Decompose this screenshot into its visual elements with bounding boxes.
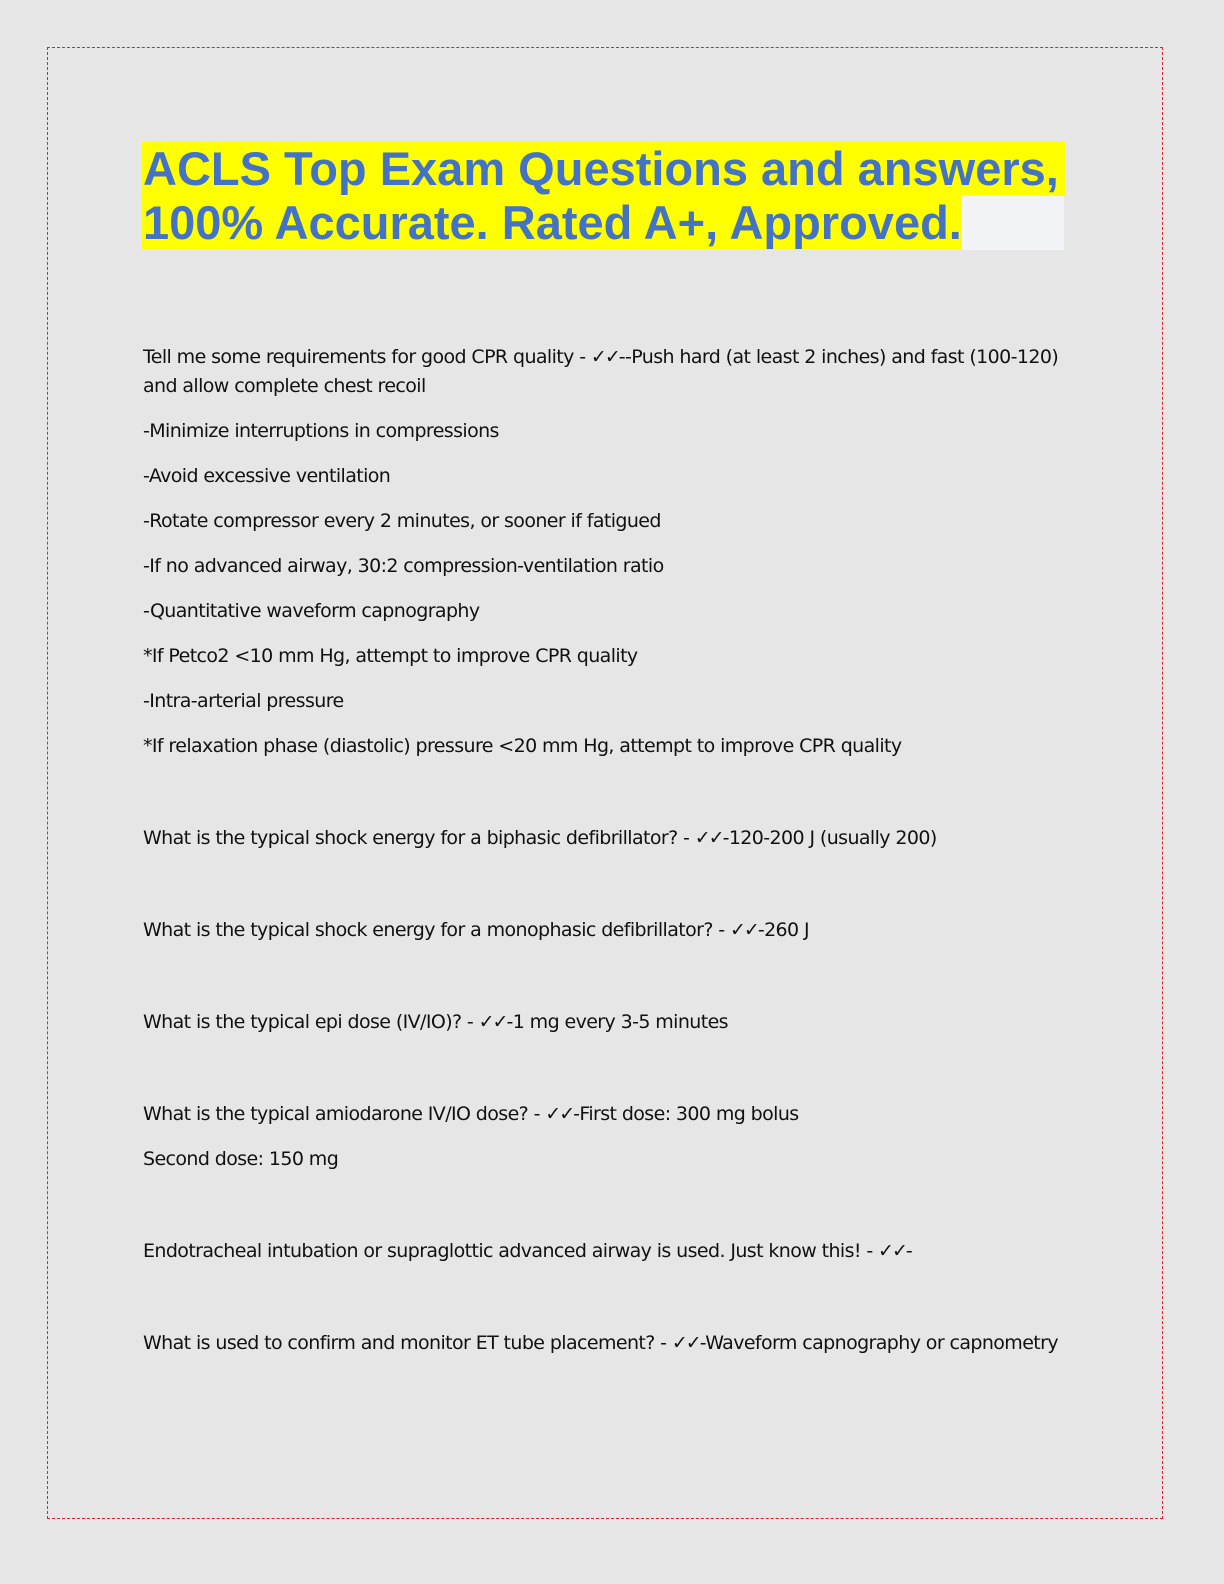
answer-extra-line: *If relaxation phase (diastolic) pressure <20 mm Hg, attempt to improve CPR quality: [143, 735, 902, 757]
title-blank-block: [962, 196, 1064, 250]
answer-text: -120-200 J (usually 200): [722, 827, 937, 849]
answer-text: -Waveform capnography or capnometry: [699, 1332, 1058, 1354]
answer-text: --Push hard (at least 2 inches) and fast (100-120) and allow complete chest recoil: [143, 346, 1059, 397]
question-text: What is the typical amiodarone IV/IO dose? -: [143, 1103, 546, 1125]
qa-item: [143, 1237, 1068, 1266]
answer-extra-line: -Rotate compressor every 2 minutes, or sooner if fatigued: [143, 510, 661, 532]
qa-item: [143, 1100, 1068, 1174]
qa-item: [143, 824, 1068, 853]
qa-list: [143, 343, 1068, 1358]
question-text: What is used to confirm and monitor ET tube placement? -: [143, 1332, 672, 1354]
question-text: Endotracheal intubation or supraglottic advanced airway is used. Just know this! -: [143, 1240, 879, 1262]
qa-item: [143, 343, 1068, 761]
question-text: What is the typical shock energy for a monophasic defibrillator? -: [143, 919, 730, 941]
qa-line: [143, 1329, 1068, 1358]
answer-extra-line: -Avoid excessive ventilation: [143, 465, 391, 487]
title-line-2: 100% Accurate. Rated A+, Approved.: [142, 196, 1077, 250]
question-text: What is the typical shock energy for a biphasic defibrillator? -: [143, 827, 695, 849]
check-icon: ✓✓: [694, 827, 723, 849]
answer-extra-line: Second dose: 150 mg: [143, 1148, 339, 1170]
answer-extra-line: -Quantitative waveform capnography: [143, 600, 480, 622]
question-text: Tell me some requirements for good CPR quality -: [143, 346, 591, 368]
qa-item: [143, 1329, 1068, 1358]
qa-line: [143, 1237, 1068, 1266]
answer-text: -First dose: 300 mg bolus: [573, 1103, 799, 1125]
answer-extra-line: -If no advanced airway, 30:2 compression-ventilation ratio: [143, 555, 664, 577]
check-icon: ✓✓: [545, 1103, 574, 1125]
answer-extra-line: -Intra-arterial pressure: [143, 690, 344, 712]
answer-text: -260 J: [757, 919, 809, 941]
qa-line: [143, 916, 1068, 945]
qa-item: [143, 916, 1068, 945]
check-icon: ✓✓: [878, 1240, 906, 1262]
check-icon: ✓✓: [729, 919, 758, 941]
qa-line: [143, 343, 1068, 401]
qa-line: [143, 1100, 1068, 1129]
answer-text: -1 mg every 3-5 minutes: [506, 1011, 728, 1033]
answer-extra-line: *If Petco2 <10 mm Hg, attempt to improve CPR quality: [143, 645, 638, 667]
qa-item: [143, 1008, 1068, 1037]
question-text: What is the typical epi dose (IV/IO)? -: [143, 1011, 479, 1033]
check-icon: ✓✓: [478, 1011, 507, 1033]
check-icon: ✓✓: [590, 346, 619, 368]
document-title: [142, 142, 1077, 250]
answer-text: -: [905, 1240, 913, 1262]
answer-extra-line: -Minimize interruptions in compressions: [143, 420, 499, 442]
qa-line: [143, 1008, 1068, 1037]
qa-line: [143, 824, 1068, 853]
check-icon: ✓✓: [671, 1332, 700, 1354]
title-line-1: ACLS Top Exam Questions and answers,: [142, 142, 1077, 196]
